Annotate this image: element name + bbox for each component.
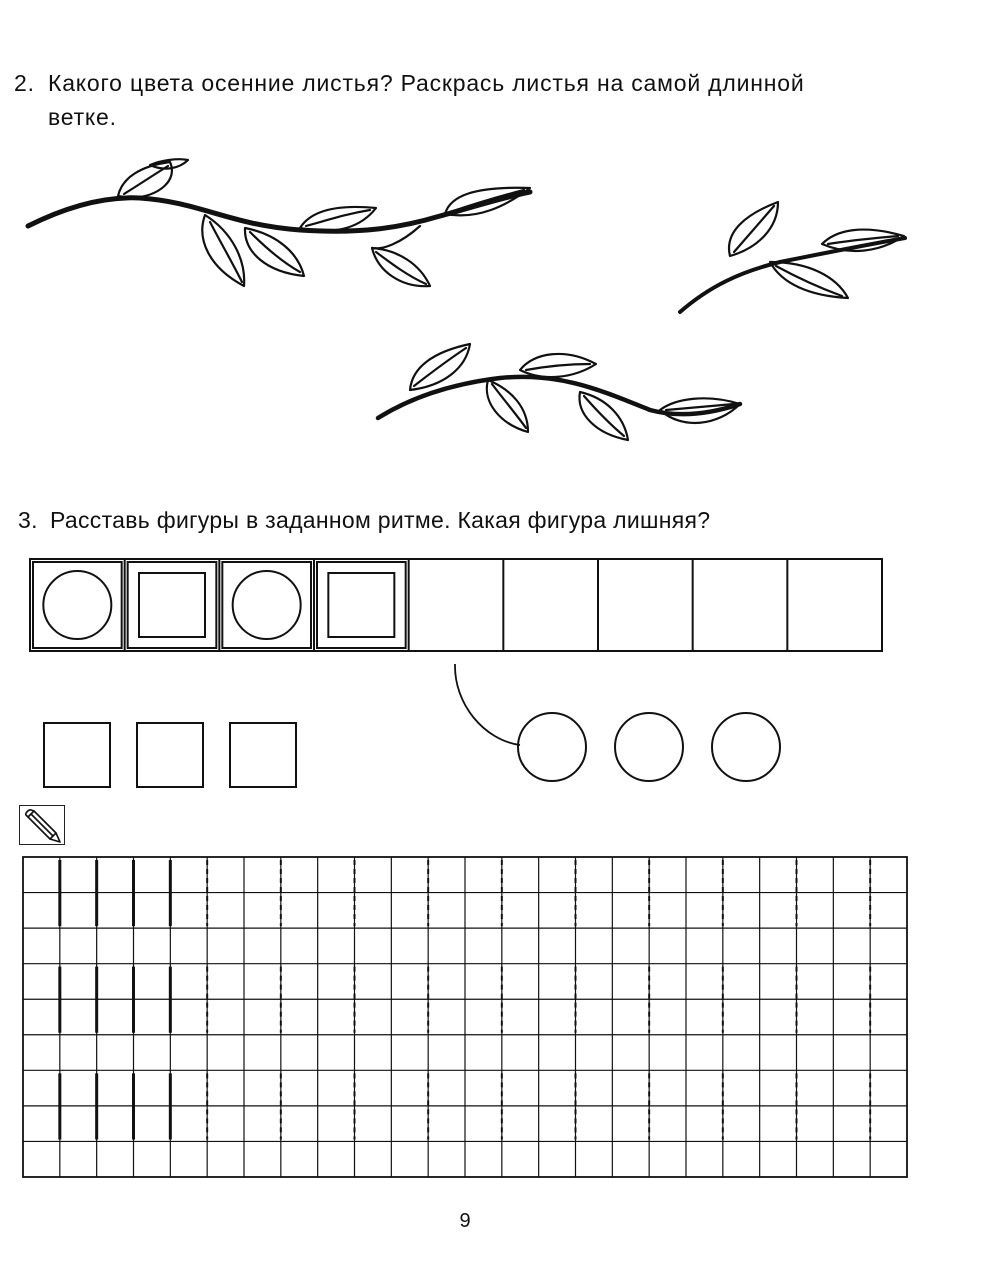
- sequence-cell-7[interactable]: [599, 560, 692, 650]
- loose-figures: [44, 713, 780, 787]
- task-2-line-2: ветке.: [48, 104, 117, 130]
- sequence-cell-4[interactable]: [315, 560, 408, 650]
- loose-square-1[interactable]: [44, 723, 110, 787]
- short-branch[interactable]: [680, 202, 905, 312]
- loose-circle-1[interactable]: [518, 713, 586, 781]
- sequence-cell-inner-frame: [222, 562, 311, 648]
- connector-line: [455, 664, 520, 745]
- long-branch[interactable]: [28, 159, 530, 286]
- sequence-cell-9[interactable]: [788, 560, 881, 650]
- sequence-square: [328, 573, 394, 637]
- sequence-cell-8[interactable]: [694, 560, 787, 650]
- task-2-line-1: Какого цвета осенние листья? Раскрась листья на самой длинной: [48, 70, 805, 96]
- loose-square-3[interactable]: [230, 723, 296, 787]
- pencil-icon: [20, 806, 64, 844]
- writing-grid: [23, 857, 907, 1177]
- page-number: 9: [459, 1210, 471, 1232]
- sequence-circle: [43, 571, 111, 639]
- sequence-cell-3[interactable]: [220, 560, 313, 650]
- sequence-circle: [233, 571, 301, 639]
- sequence-cell-inner-frame: [128, 562, 217, 648]
- pencil-icon-box: [19, 805, 65, 845]
- sequence-cell-inner-frame: [33, 562, 122, 648]
- loose-circle-2[interactable]: [615, 713, 683, 781]
- sequence-cell-5[interactable]: [410, 560, 503, 650]
- grid-frame: [23, 857, 907, 1177]
- loose-circle-3[interactable]: [712, 713, 780, 781]
- sequence-cell-2[interactable]: [126, 560, 219, 650]
- task-3-number: 3.: [18, 507, 38, 533]
- task-2-number: 2.: [14, 70, 35, 96]
- sequence-square: [139, 573, 205, 637]
- rhythm-sequence-strip: [30, 559, 882, 651]
- branches-illustration: [0, 0, 1000, 500]
- loose-square-2[interactable]: [137, 723, 203, 787]
- sequence-cell-6[interactable]: [504, 560, 597, 650]
- middle-branch[interactable]: [378, 344, 740, 440]
- sequence-cell-1[interactable]: [31, 560, 124, 650]
- sequence-frame: [30, 559, 882, 651]
- task-3-text: [18, 503, 710, 537]
- task-3-instruction: Расставь фигуры в заданном ритме. Какая фигура лишняя?: [50, 507, 711, 533]
- sequence-cell-inner-frame: [317, 562, 406, 648]
